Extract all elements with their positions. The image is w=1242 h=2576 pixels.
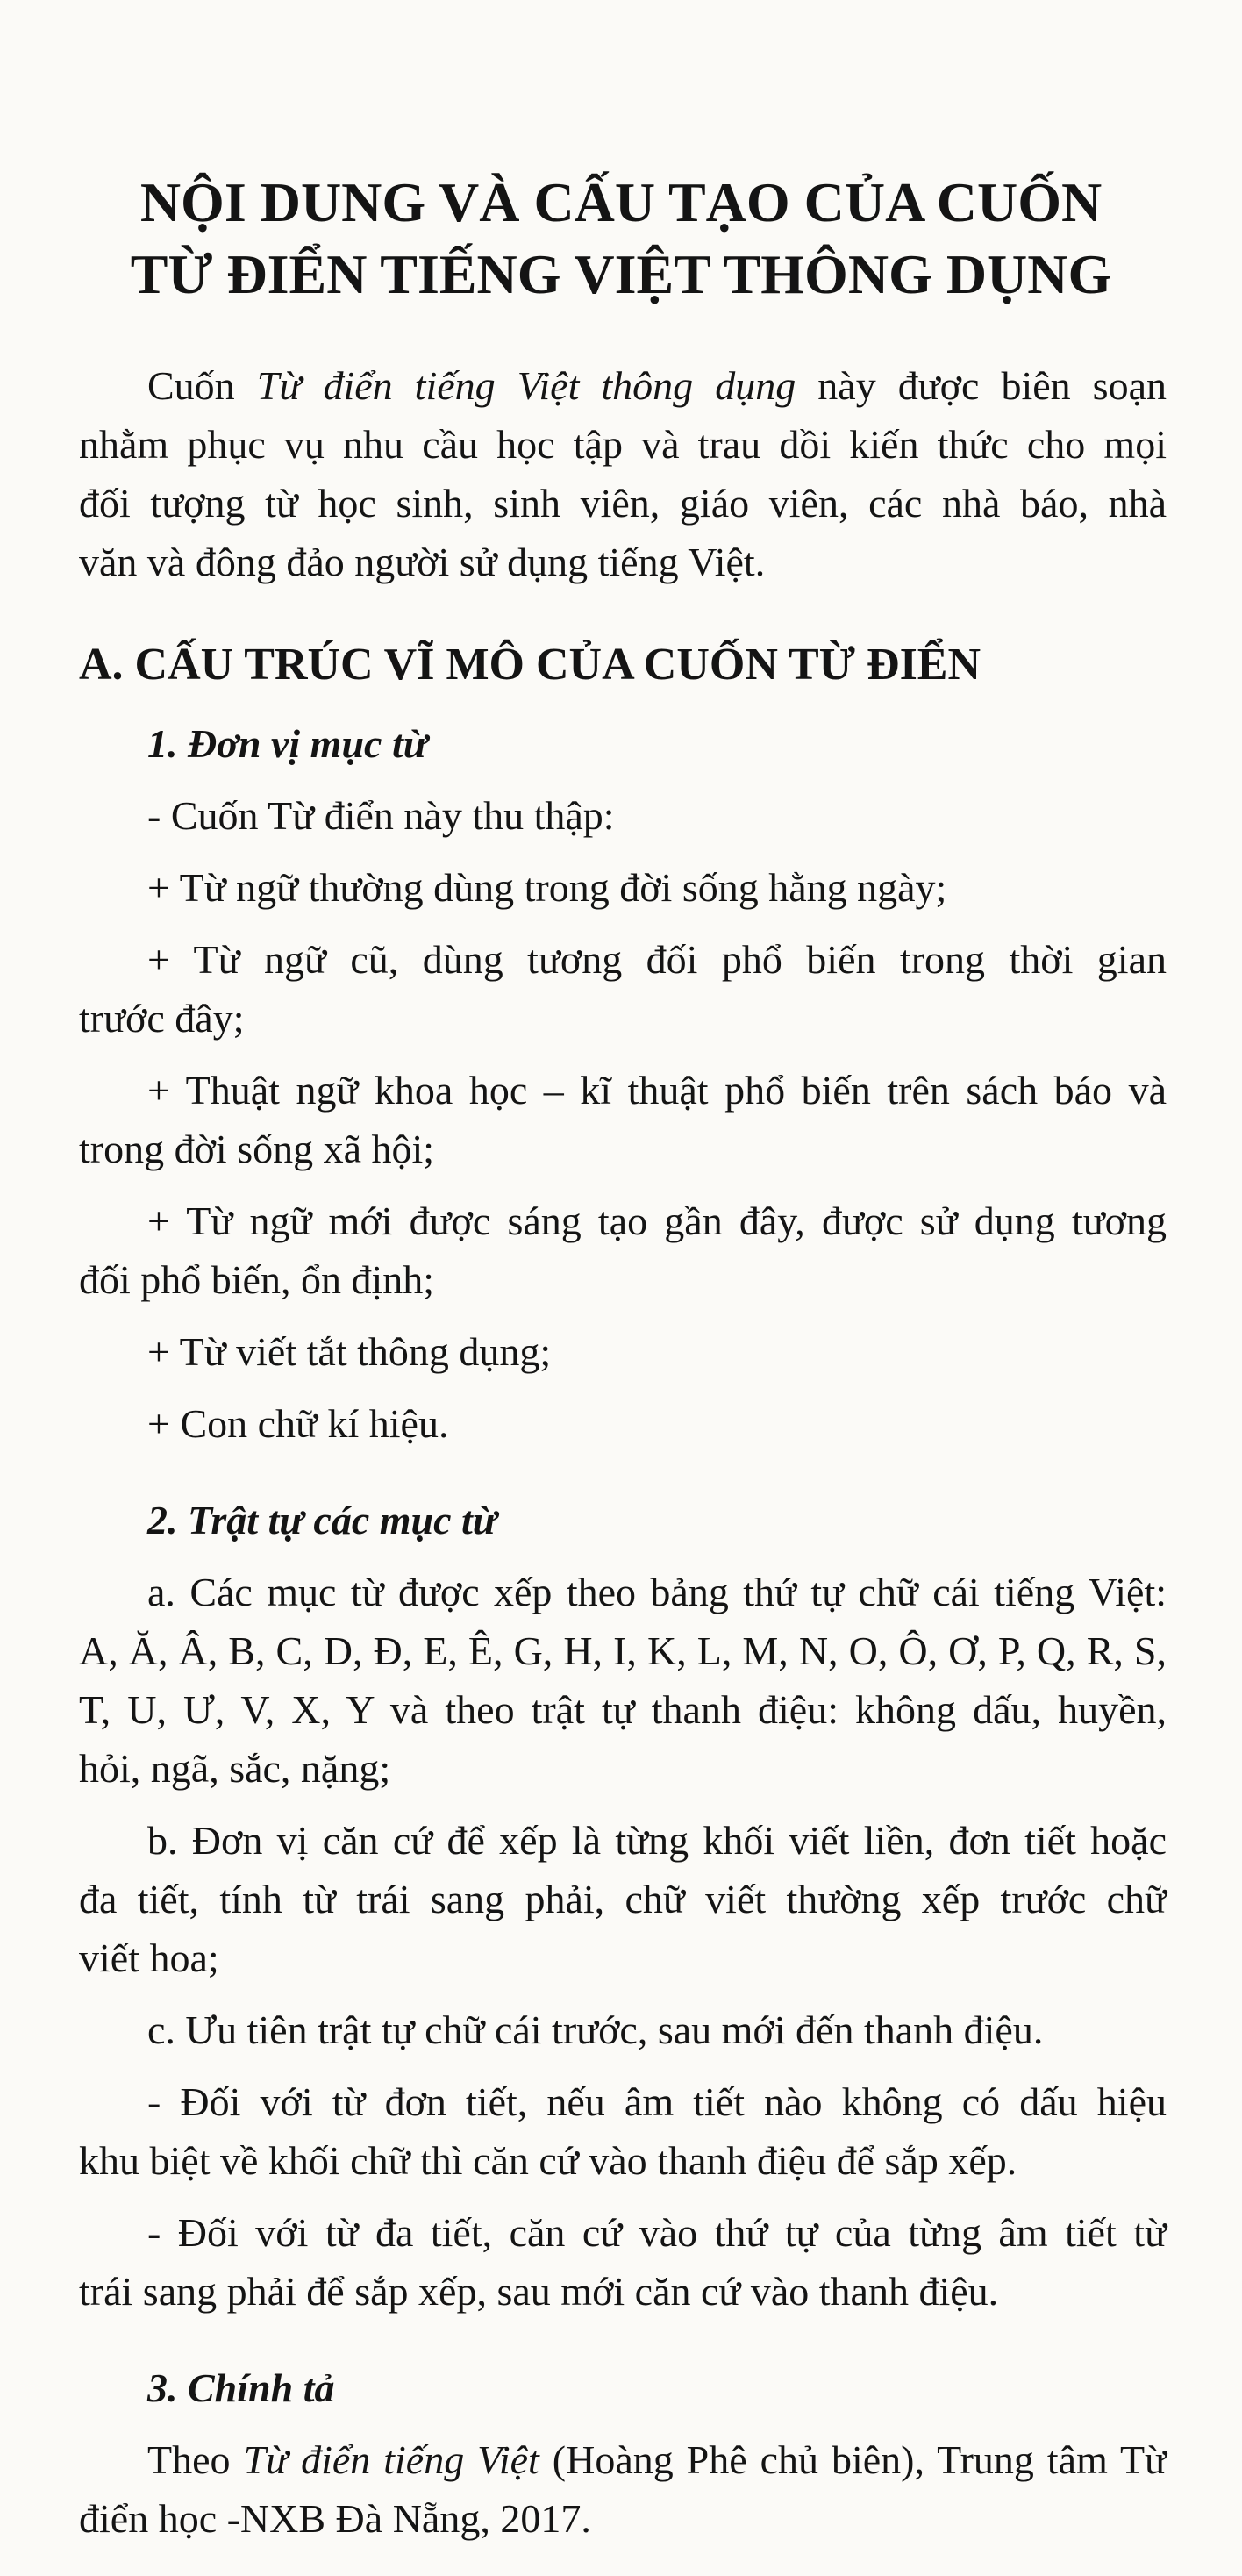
intro-line-3: đối tượng từ học sinh, sinh viên, giáo viên, các nhà báo, nhà [79,481,1167,526]
sub3-heading: 3. Chính tả [147,2365,335,2410]
sub1-line-4: trước đây; [79,996,245,1041]
sub1-line-7: + Từ ngữ mới được sáng tạo gần đây, được sử dụng tương [147,1199,1167,1243]
sub1-line-2: + Từ ngữ thường dùng trong đời sống hằng ngày; [147,865,947,910]
book-title-italic: Từ điển tiếng Việt thông dụng [256,363,796,408]
sub3-line-2: điển học -NXB Đà Nẵng, 2017. [79,2496,591,2541]
page-title [0,167,1242,311]
title-line-2: TỪ ĐIỂN TIẾNG VIỆT THÔNG DỤNG [130,243,1112,305]
sub2-line-4: hỏi, ngã, sắc, nặng; [79,1746,391,1791]
sub2-heading: 2. Trật tự các mục từ [147,1498,497,1542]
title-line-1: NỘI DUNG VÀ CẤU TẠO CỦA CUỐN [139,171,1103,233]
sub2-line-3: T, U, Ư, V, X, Y và theo trật tự thanh điệu: không dấu, huyền, [79,1687,1167,1732]
sub2-line-5: b. Đơn vị căn cứ để xếp là từng khối viết liền, đơn tiết hoặc [147,1818,1167,1863]
sub2-line-12: trái sang phải để sắp xếp, sau mới căn cứ vào thanh điệu. [79,2269,999,2314]
section-a-heading: A. CẤU TRÚC VĨ MÔ CỦA CUỐN TỪ ĐIỂN [79,640,981,690]
sub3-line-1: Theo Từ điển tiếng Việt (Hoàng Phê chủ biên), Trung tâm Từ [147,2437,1167,2482]
sub1-line-5: + Thuật ngữ khoa học – kĩ thuật phổ biến trên sách báo và [147,1068,1167,1113]
reference-title-italic: Từ điển tiếng Việt [243,2437,539,2482]
sub2-line-7: viết hoa; [79,1936,219,1980]
sub1-heading: 1. Đơn vị mục từ [147,721,428,766]
sub1-line-10: + Con chữ kí hiệu. [147,1401,449,1446]
intro-line-2: nhằm phục vụ nhu cầu học tập và trau dồi kiến thức cho mọi [79,422,1167,467]
sub1-line-1: - Cuốn Từ điển này thu thập: [147,793,615,838]
sub1-line-3: + Từ ngữ cũ, dùng tương đối phổ biến trong thời gian [147,937,1167,982]
sub2-line-2: A, Ă, Â, B, C, D, Đ, E, Ê, G, H, I, K, L, M, N, O, Ô, Ơ, P, Q, R, S, [79,1628,1167,1673]
sub2-line-8: c. Ưu tiên trật tự chữ cái trước, sau mới đến thanh điệu. [147,2007,1044,2052]
sub1-line-8: đối phổ biến, ổn định; [79,1257,435,1302]
sub2-line-1: a. Các mục từ được xếp theo bảng thứ tự chữ cái tiếng Việt: [147,1570,1167,1614]
sub2-line-11: - Đối với từ đa tiết, căn cứ vào thứ tự của từng âm tiết từ [147,2210,1167,2255]
intro-line-1: Cuốn Từ điển tiếng Việt thông dụng này được biên soạn [147,363,1167,408]
sub1-line-9: + Từ viết tắt thông dụng; [147,1329,552,1374]
sub1-line-6: trong đời sống xã hội; [79,1127,435,1171]
intro-line-4: văn và đông đảo người sử dụng tiếng Việt. [79,540,766,584]
sub2-line-9: - Đối với từ đơn tiết, nếu âm tiết nào không có dấu hiệu [147,2079,1167,2124]
sub2-line-10: khu biệt về khối chữ thì căn cứ vào thanh điệu để sắp xếp. [79,2138,1017,2183]
sub2-line-6: đa tiết, tính từ trái sang phải, chữ viết thường xếp trước chữ [79,1877,1167,1921]
